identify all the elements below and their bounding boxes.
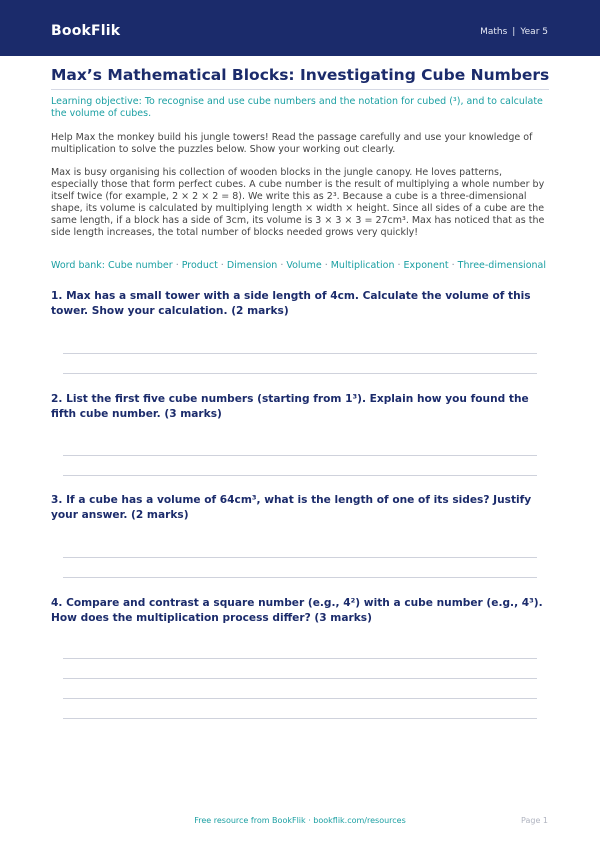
answer-line[interactable] [63,718,537,719]
header-meta [480,27,548,37]
question-2: 2. List the first five cube numbers (starting from 1³). Explain how you found the fifth cube number. (3 marks) [51,393,529,420]
word-separator: · [324,260,328,271]
answer-line[interactable] [63,658,537,659]
brand-logo: BookFlik [51,23,121,39]
word-bank [51,260,551,272]
question-4: 4. Compare and contrast a square number (e.g., 4²) with a cube number (e.g., 4³). How does the multiplication process differ? (3 marks) [51,597,543,624]
word-bank-label: Word bank: [51,260,106,271]
header-bar [0,0,600,56]
answer-line[interactable] [63,373,537,374]
word-separator: · [175,260,179,271]
intro-paragraph: Help Max the monkey build his jungle towers! Read the passage carefully and use your knowledge of multiplication to solve the puzzles below. Show your working out clearly. [51,132,533,155]
page-title: Max’s Mathematical Blocks: Investigating Cube Numbers [51,66,550,84]
word-bank-word: Three-dimensional [457,260,546,271]
answer-line[interactable] [63,698,537,699]
word-bank-word: Cube number [108,260,173,271]
answer-line[interactable] [63,455,537,456]
meta-separator: | [512,27,516,37]
word-bank-word: Multiplication [330,260,395,271]
answer-line[interactable] [63,475,537,476]
footer-credit: Free resource from BookFlik · bookflik.com/resources [194,816,406,825]
word-separator: · [397,260,401,271]
answer-line[interactable] [63,353,537,354]
word-bank-word: Volume [286,260,322,271]
word-bank-word: Exponent [403,260,449,271]
passage-paragraph: Max is busy organising his collection of wooden blocks in the jungle canopy. He loves patterns, especially those that form perfect cubes. A cube number is the result of multiplying a whole number by itself twice (for example, 2 × 2 × 2 = 8). We write this as 2³. Because a cube is a three-dimensional shape, its volume is calculated by multiplying length × width × height. Since all sides of a cube are the same length, if a block has a side of 3cm, its volume is 3 × 3 × 3 = 27cm³. Max has noticed that as the side length increases, the total number of blocks needed grows very quickly! [51,167,545,238]
subject-label: Maths [480,27,508,37]
word-bank-word: Product [181,260,218,271]
question-1: 1. Max has a small tower with a side length of 4cm. Calculate the volume of this tower. Show your calculation. (2 marks) [51,290,531,317]
word-separator: · [220,260,224,271]
answer-line[interactable] [63,557,537,558]
learning-objective: Learning objective: To recognise and use cube numbers and the notation for cubed (³), and to calculate the volume of cubes. [51,96,543,119]
year-label: Year 5 [520,27,548,37]
answer-line[interactable] [63,678,537,679]
word-bank-word: Dimension [226,260,278,271]
word-separator: · [451,260,455,271]
answer-line[interactable] [63,577,537,578]
question-3: 3. If a cube has a volume of 64cm³, what is the length of one of its sides? Justify your answer. (2 marks) [51,494,532,521]
title-divider [51,89,549,90]
page-number: Page 1 [521,816,548,825]
word-separator: · [280,260,284,271]
